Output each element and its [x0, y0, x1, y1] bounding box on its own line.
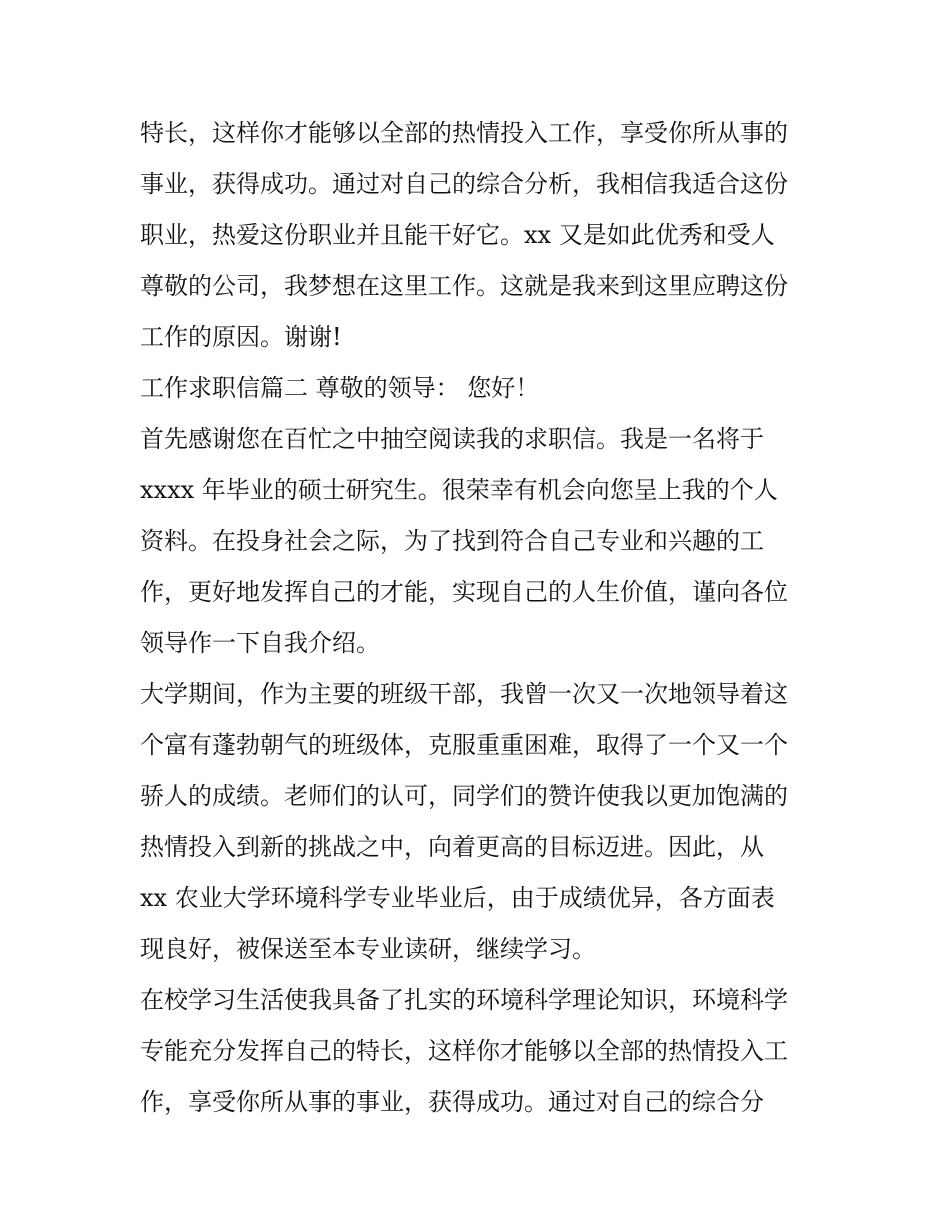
text-line: 专能充分发挥自己的特长，这样你才能够以全部的热情投入工 — [140, 1037, 788, 1065]
text-line: 大学期间，作为主要的班级干部，我曾一次又一次地领导着这 — [140, 680, 788, 708]
text-line: 事业，获得成功。通过对自己的综合分析，我相信我适合这份 — [140, 170, 788, 198]
text-line: 领导作一下自我介绍。 — [140, 629, 380, 657]
text-line: 尊敬的公司，我梦想在这里工作。这就是我来到这里应聘这份 — [140, 272, 788, 300]
text-line: 作，更好地发挥自己的才能，实现自己的人生价值，谨向各位 — [140, 578, 788, 606]
text-line: 资料。在投身社会之际，为了找到符合自己专业和兴趣的工 — [140, 527, 764, 555]
section-heading: 工作求职信篇二 尊敬的领导： 您好！ — [140, 374, 540, 402]
text-line: 工作的原因。谢谢! — [140, 323, 342, 351]
text-line: xx 农业大学环境科学专业毕业后，由于成绩优异，各方面表 — [140, 884, 775, 912]
text-line: 个富有蓬勃朝气的班级体，克服重重困难，取得了一个又一个 — [140, 731, 788, 759]
document-body — [140, 108, 816, 1128]
text-line: 职业，热爱这份职业并且能干好它。xx 又是如此优秀和受人 — [140, 221, 775, 249]
text-line: 现良好，被保送至本专业读研，继续学习。 — [140, 935, 596, 963]
text-line: 在校学习生活使我具备了扎实的环境科学理论知识，环境科学 — [140, 986, 788, 1014]
text-line: 特长，这样你才能够以全部的热情投入工作，享受你所从事的 — [140, 119, 788, 147]
text-line: 骄人的成绩。老师们的认可，同学们的赞许使我以更加饱满的 — [140, 782, 788, 810]
text-line: 热情投入到新的挑战之中，向着更高的目标迈进。因此，从 — [140, 833, 764, 861]
text-line: 作，享受你所从事的事业，获得成功。通过对自己的综合分 — [140, 1088, 764, 1116]
text-line: xxxx 年毕业的硕士研究生。很荣幸有机会向您呈上我的个人 — [140, 476, 778, 504]
text-line: 首先感谢您在百忙之中抽空阅读我的求职信。我是一名将于 — [140, 425, 764, 453]
